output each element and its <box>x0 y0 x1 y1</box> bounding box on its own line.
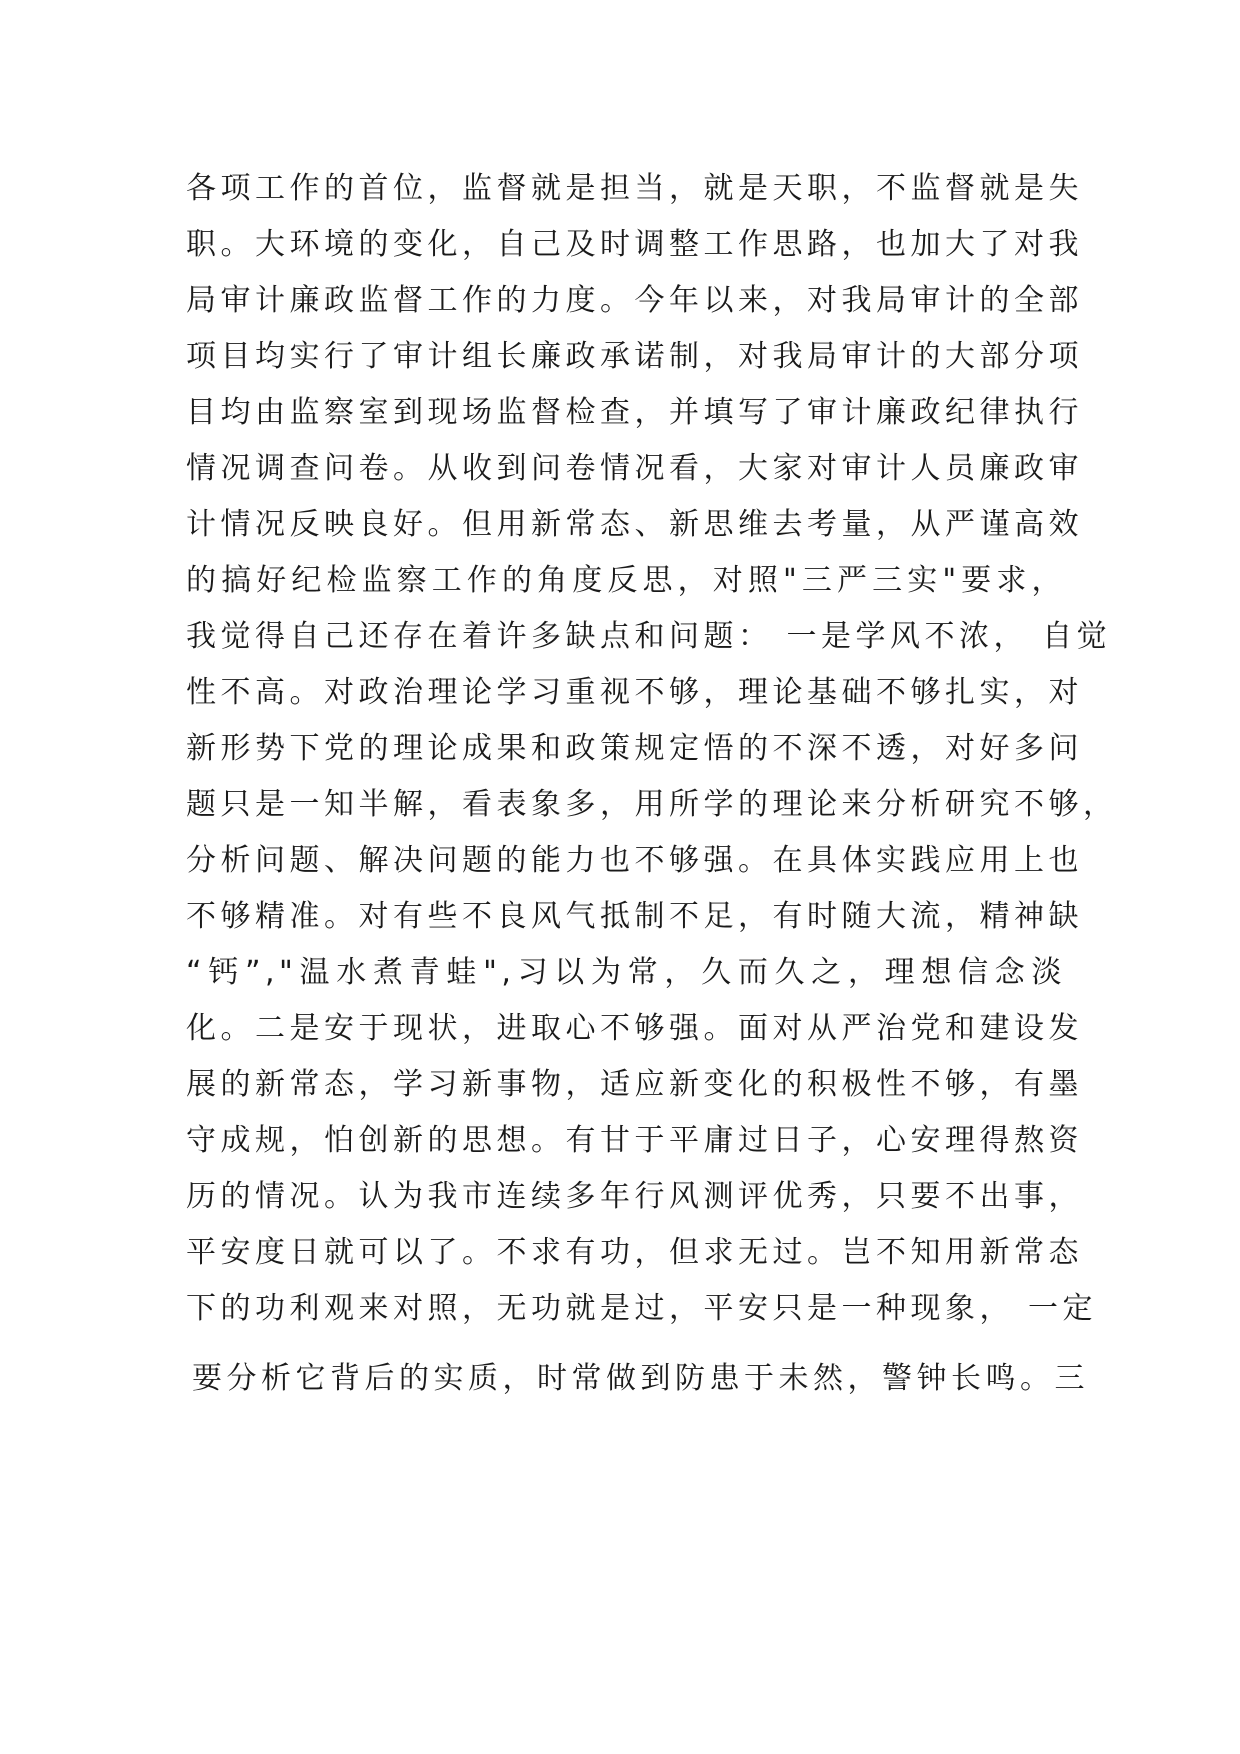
text-line: 守成规，怕创新的思想。有甘于平庸过日子，心安理得熬资 <box>186 1123 1083 1158</box>
text-line: 局审计廉政监督工作的力度。今年以来，对我局审计的全部 <box>186 283 1083 318</box>
text-line: 各项工作的首位，监督就是担当，就是天职，不监督就是失 <box>186 171 1083 206</box>
text-line: 情况调查问卷。从收到问卷情况看，大家对审计人员廉政审 <box>186 451 1083 486</box>
text-line: 新形势下党的理论成果和政策规定悟的不深不透，对好多问 <box>186 731 1083 766</box>
text-line: 展的新常态，学习新事物，适应新变化的积极性不够，有墨 <box>186 1067 1083 1102</box>
text-line: 不够精准。对有些不良风气抵制不足，有时随大流，精神缺 <box>186 899 1083 934</box>
text-line: 分析问题、解决问题的能力也不够强。在具体实践应用上也 <box>186 843 1083 878</box>
text-line: 性不高。对政治理论学习重视不够，理论基础不够扎实，对 <box>186 675 1083 710</box>
text-line: 的搞好纪检监察工作的角度反思，对照"三严三实"要求， <box>186 563 1066 598</box>
text-line: 要分析它背后的实质，时常做到防患于未然，警钟长鸣。三 <box>192 1361 1089 1396</box>
text-line: 我觉得自己还存在着许多缺点和问题： 一是学风不浓， 自觉 <box>186 619 1112 654</box>
body-text <box>186 161 1118 1407</box>
text-line: 历的情况。认为我市连续多年行风测评优秀，只要不出事， <box>186 1179 1083 1214</box>
text-line: 目均由监察室到现场监督检查，并填写了审计廉政纪律执行 <box>186 395 1083 430</box>
text-line: 题只是一知半解，看表象多，用所学的理论来分析研究不够， <box>186 787 1118 822</box>
text-line: 平安度日就可以了。不求有功，但求无过。岂不知用新常态 <box>186 1235 1083 1270</box>
text-line: 职。大环境的变化，自己及时调整工作思路，也加大了对我 <box>186 227 1083 262</box>
text-line: 计情况反映良好。但用新常态、新思维去考量，从严谨高效 <box>186 507 1083 542</box>
text-line: 项目均实行了审计组长廉政承诺制，对我局审计的大部分项 <box>186 339 1083 374</box>
text-line: 化。二是安于现状，进取心不够强。面对从严治党和建设发 <box>186 1011 1083 1046</box>
text-line: 下的功利观来对照，无功就是过，平安只是一种现象， 一定 <box>186 1291 1098 1326</box>
text-line: “钙”,"温水煮青蛙",习以为常，久而久之，理想信念淡 <box>186 955 1066 990</box>
